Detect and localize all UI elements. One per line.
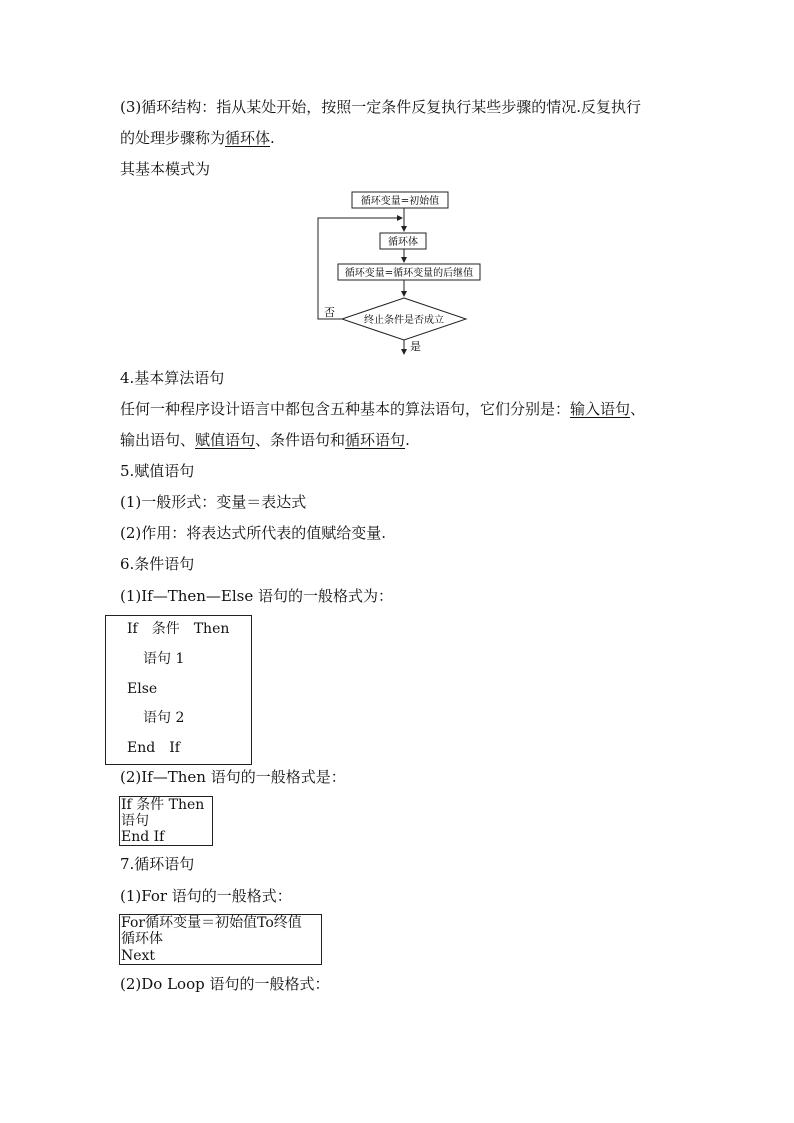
section4-end: . [405, 431, 410, 449]
for-code-line: Next [121, 948, 156, 964]
ifelse-code-line: 语句 1 [143, 651, 185, 667]
section4-sep1: 、 [630, 400, 646, 418]
section5-heading: 5.赋值语句 [120, 462, 195, 480]
section4-text1-prefix: 任何一种程序设计语言中都包含五种基本的算法语句，它们分别是： [120, 400, 571, 418]
loop-structure-line2 [120, 128, 275, 148]
ifelse-code-box [105, 615, 252, 765]
ifthen-code-line: If 条件 Then [121, 797, 205, 813]
for-code-box [119, 914, 322, 965]
ifelse-code-line: If 条件 Then [127, 621, 230, 637]
flow-yes-label: 是 [410, 340, 421, 353]
output-statement: 输出语句、 [120, 431, 196, 449]
section5-purpose: (2)作用：将表达式所代表的值赋给变量. [120, 524, 387, 542]
doloop-caption: (2)Do Loop 语句的一般格式： [120, 975, 330, 993]
ifelse-caption: (1)If—Then—Else 语句的一般格式为： [120, 587, 394, 605]
for-code-line: For循环变量＝初始值To终值 [121, 915, 302, 931]
ifelse-code-line: 语句 2 [143, 710, 185, 726]
flow-no-label: 否 [324, 306, 335, 319]
flow-init-text: 循环变量=初始值 [360, 196, 440, 207]
section4-text1 [120, 399, 645, 419]
section7-heading: 7.循环语句 [120, 855, 195, 873]
flow-condition-text: 终止条件是否成立 [364, 315, 444, 326]
section4-heading: 4.基本算法语句 [120, 369, 225, 387]
section4-text2 [120, 430, 410, 450]
input-statement: 输入语句 [570, 400, 631, 418]
section5-form: (1)一般形式：变量＝表达式 [120, 493, 307, 511]
for-code-line: 循环体 [121, 931, 163, 947]
ifthen-code-box [119, 796, 213, 846]
loop-structure-line2-prefix: 的处理步骤称为 [120, 129, 226, 147]
assign-statement: 赋值语句 [195, 431, 256, 449]
loop-flowchart [310, 188, 490, 358]
loop-body-term: 循环体 [225, 129, 271, 147]
loop-structure-line1: (3)循环结构：指从某处开始，按照一定条件反复执行某些步骤的情况.反复执行 [120, 98, 642, 116]
pattern-label: 其基本模式为 [120, 160, 211, 178]
ifthen-code-line: 语句 [121, 813, 149, 829]
loop-statement: 循环语句 [345, 431, 406, 449]
for-caption: (1)For 语句的一般格式： [120, 887, 292, 905]
ifelse-code-line: End If [127, 740, 180, 756]
ifthen-caption: (2)If—Then 语句的一般格式是： [120, 768, 346, 786]
flow-update-text: 循环变量=循环变量的后继值 [344, 268, 474, 279]
ifelse-code-line: Else [127, 681, 158, 697]
flow-body-text: 循环体 [388, 237, 418, 248]
section6-heading: 6.条件语句 [120, 555, 195, 573]
ifthen-code-line: End If [121, 829, 165, 845]
loop-structure-line2-suffix: . [270, 129, 275, 147]
section4-cond: 、条件语句和 [255, 431, 346, 449]
